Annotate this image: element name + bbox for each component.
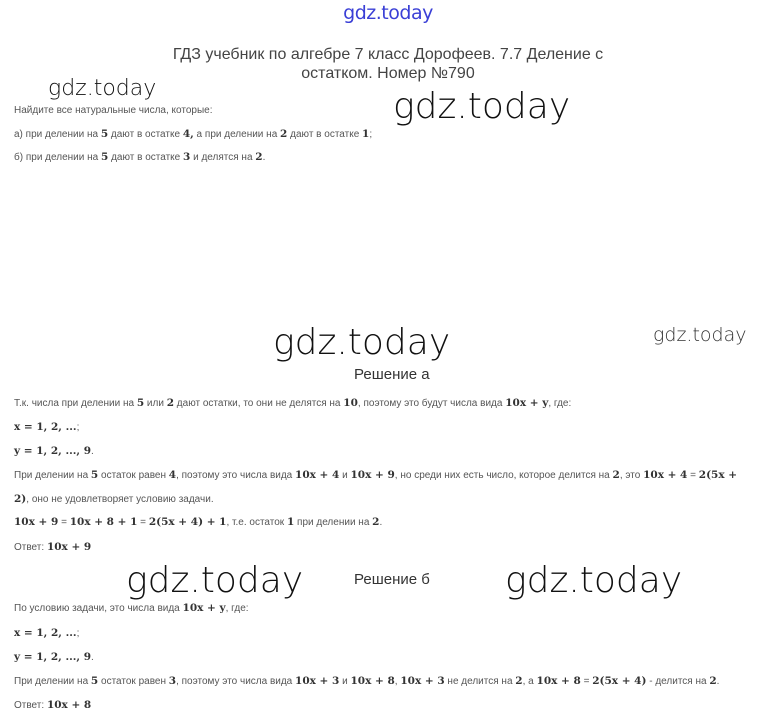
solution-a-answer: Ответ: 10x + 9 (14, 541, 92, 553)
task-part-b: б) при делении на 5 дают в остатке 3 и делятся на 2. (14, 151, 266, 163)
solution-b-paragraph: При делении на 5 остаток равен 3, поэтому это числа вида 10x + 3 и 10x + 8, 10x + 3 не делится на 2, а 10x + 8 = 2(5x + 4) - делится на 2. (14, 675, 720, 687)
watermark: gdz.today (505, 560, 683, 601)
page-title-line-2: остатком. Номер №790 (301, 65, 475, 82)
task-part-a: а) при делении на 5 дают в остатке 4, а при делении на 2 дают в остатке 1; (14, 128, 373, 140)
solution-b-answer: Ответ: 10x + 8 (14, 699, 92, 711)
page-title-line-1: ГДЗ учебник по алгебре 7 класс Дорофеев. 7.7 Деление с (172, 46, 604, 63)
solution-a-paragraph: Т.к. числа при делении на 5 или 2 дают остатки, то они не делятся на 10, поэтому это будут числа вида 10x + y, где: (14, 397, 572, 409)
solution-a-heading: Решение а (354, 366, 430, 383)
solution-b-y-range: y = 1, 2, ..., 9. (14, 651, 94, 663)
watermark: gdz.today (48, 76, 157, 101)
solution-a-y-range: y = 1, 2, ..., 9. (14, 445, 94, 457)
solution-a-paragraph: 2), оно не удовлетворяет условию задачи. (14, 493, 214, 505)
solution-a-paragraph: 10x + 9 = 10x + 8 + 1 = 2(5x + 4) + 1, т.е. остаток 1 при делении на 2. (14, 516, 383, 528)
site-logo[interactable]: gdz.today (343, 2, 433, 24)
solution-a-paragraph: При делении на 5 остаток равен 4, поэтому это числа вида 10x + 4 и 10x + 9, но среди них есть число, которое делится на 2, это 10x + 4 = 2(5x + (14, 469, 738, 481)
watermark: gdz.today (653, 324, 747, 346)
solution-a-x-range: x = 1, 2, ...; (14, 421, 80, 433)
solution-b-x-range: x = 1, 2, ...; (14, 627, 80, 639)
watermark: gdz.today (393, 86, 571, 127)
watermark: gdz.today (126, 560, 304, 601)
solution-b-heading: Решение б (354, 571, 430, 588)
watermark: gdz.today (273, 322, 451, 363)
solution-b-paragraph: По условию задачи, это числа вида 10x + y, где: (14, 602, 249, 614)
task-intro: Найдите все натуральные числа, которые: (14, 105, 213, 116)
